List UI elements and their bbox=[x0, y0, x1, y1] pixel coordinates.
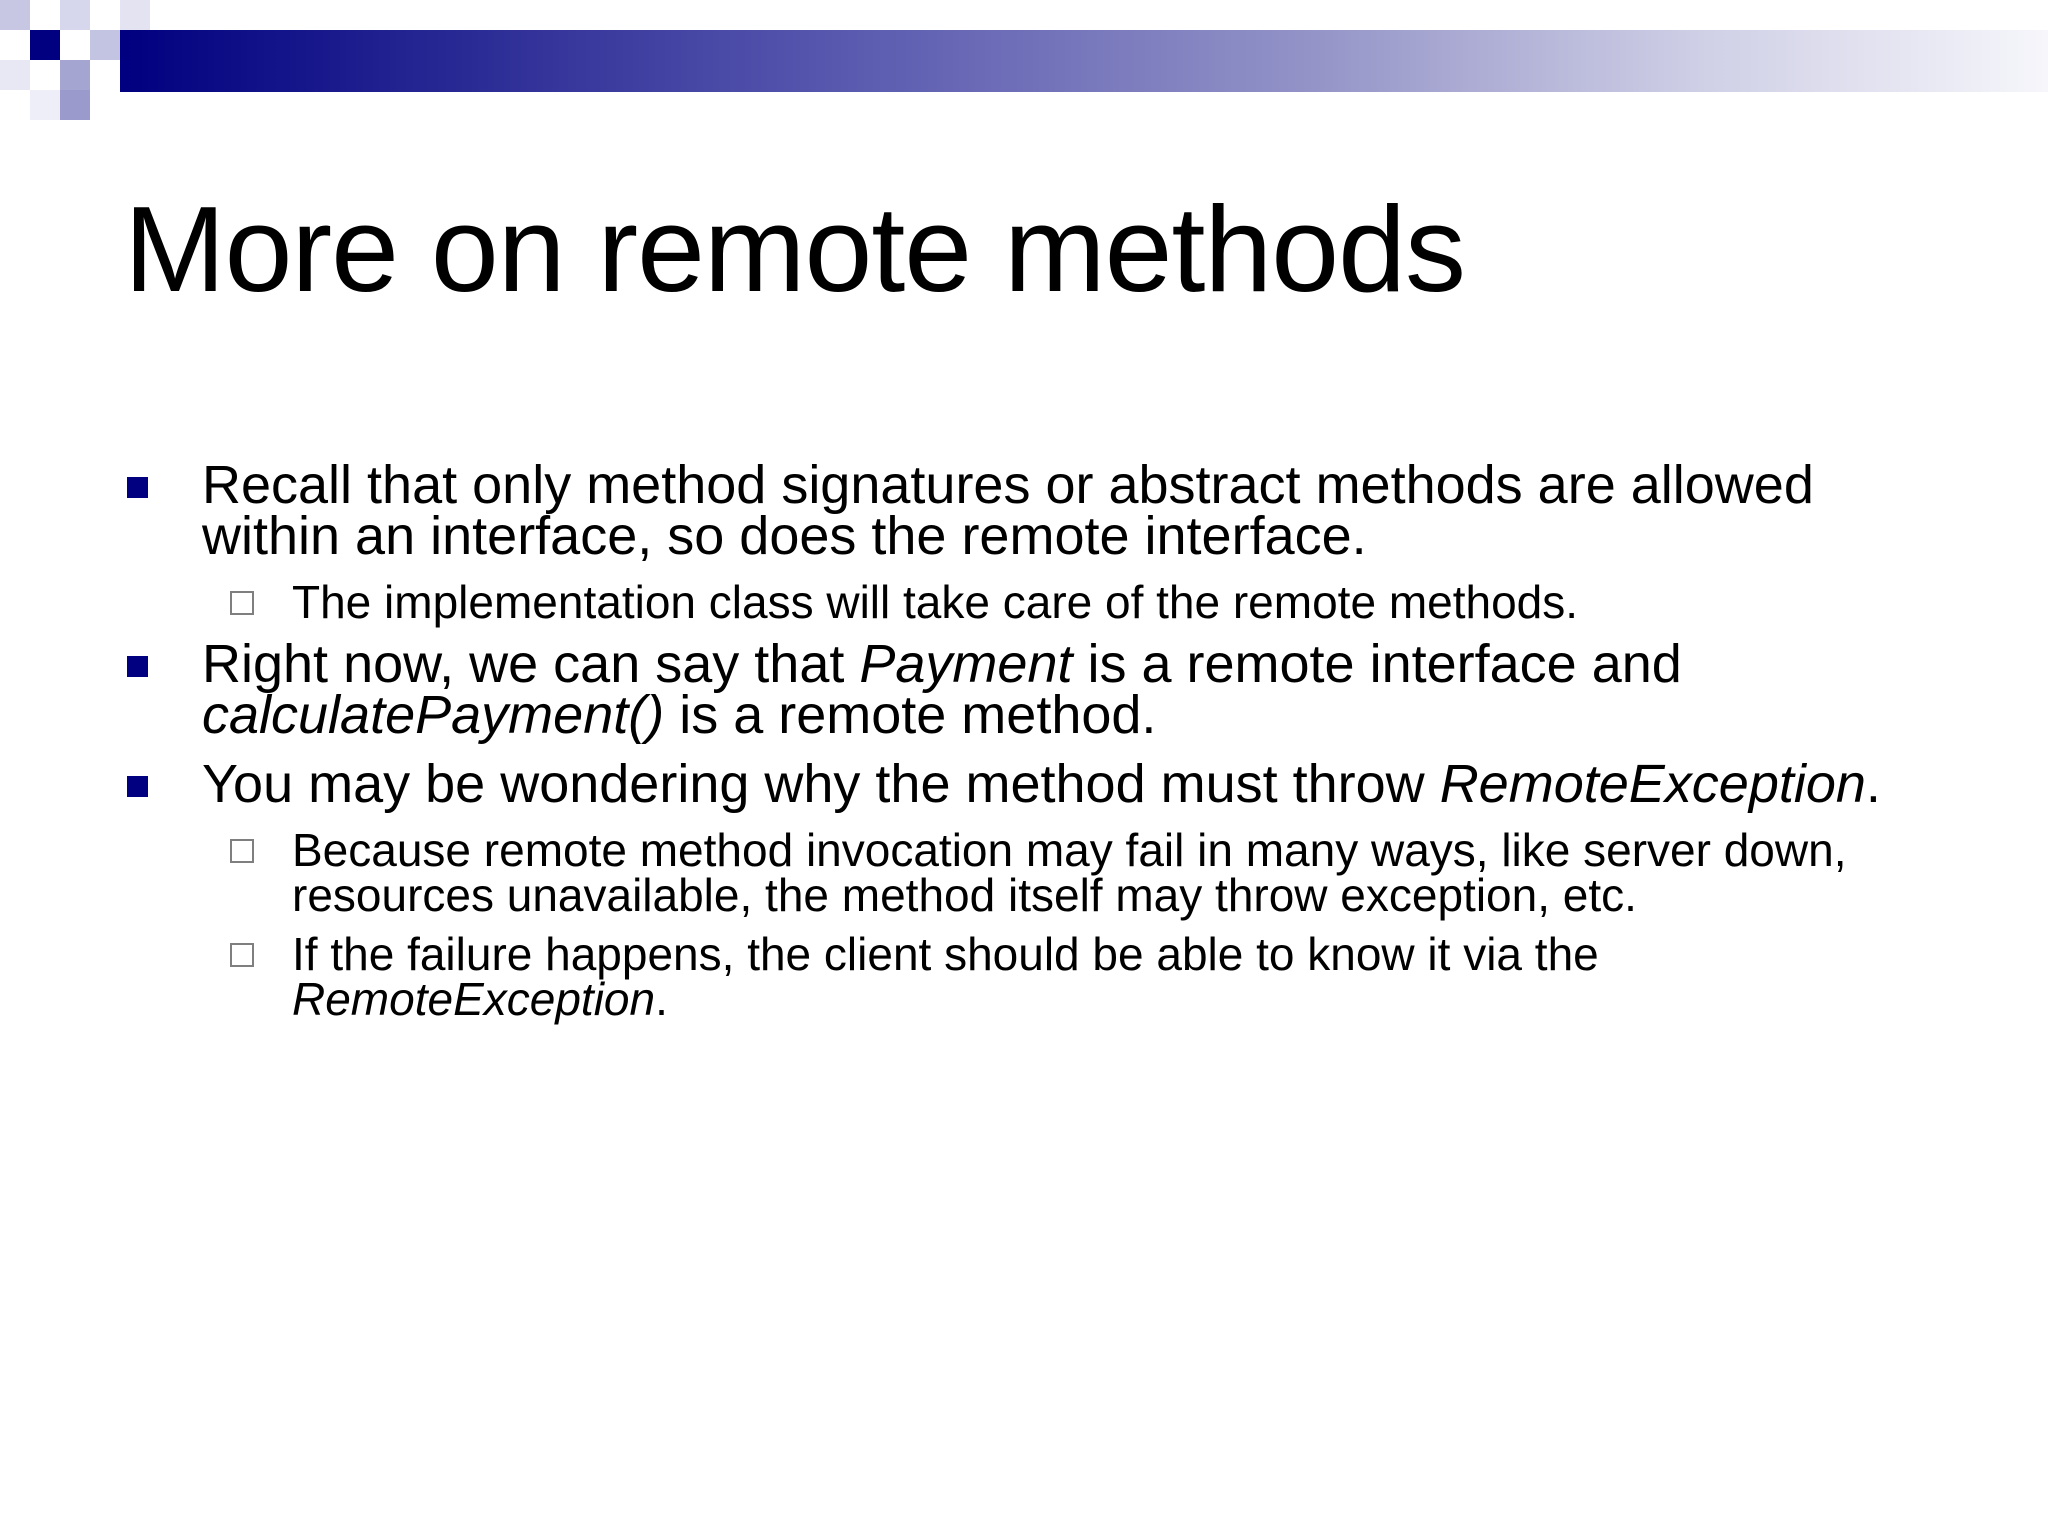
sub-bullet-item bbox=[124, 928, 1924, 1025]
hollow-square-bullet-icon bbox=[230, 591, 254, 615]
bullet-text: Recall that only method signatures or abstract methods are allowed within an interface, so does the remote interface. bbox=[202, 455, 1814, 566]
bullet-text-part: . bbox=[1865, 754, 1881, 814]
bullet-text-part: Right now, we can say that bbox=[202, 634, 860, 694]
header-gradient-bar bbox=[120, 30, 2048, 92]
decorative-square bbox=[90, 30, 120, 60]
sub-bullet-text-part: . bbox=[655, 973, 668, 1025]
hollow-square-bullet-icon bbox=[230, 943, 254, 967]
bullet-item bbox=[124, 634, 1924, 745]
bullet-item bbox=[124, 754, 1924, 814]
bullet-text-part: is a remote interface and bbox=[1072, 634, 1682, 694]
bullet-item bbox=[124, 455, 1924, 566]
decorative-square bbox=[30, 90, 60, 120]
sub-bullet-text-part: If the failure happens, the client should be able to know it via the bbox=[292, 928, 1599, 980]
bullet-list bbox=[124, 455, 1924, 1036]
bullet-text-part: is a remote method. bbox=[664, 685, 1157, 745]
bullet-text-part: You may be wondering why the method must throw bbox=[202, 754, 1440, 814]
decorative-square bbox=[30, 30, 60, 60]
decorative-square bbox=[0, 0, 30, 30]
decorative-square bbox=[60, 90, 90, 120]
slide-title: More on remote methods bbox=[124, 181, 1465, 317]
square-bullet-icon bbox=[127, 776, 148, 797]
sub-bullet-item bbox=[124, 576, 1924, 628]
bullet-text-italic: calculatePayment() bbox=[202, 685, 665, 745]
square-bullet-icon bbox=[127, 477, 148, 498]
decorative-square bbox=[0, 60, 30, 90]
sub-bullet-item bbox=[124, 824, 1924, 921]
decorative-square bbox=[60, 0, 90, 30]
sub-bullet-text-italic: RemoteException bbox=[292, 973, 656, 1025]
square-bullet-icon bbox=[127, 656, 148, 677]
sub-bullet-text: Because remote method invocation may fail in many ways, like server down, resources unavailable, the method itself may throw exception, etc. bbox=[292, 824, 1847, 921]
decorative-square bbox=[60, 60, 90, 90]
decorative-square bbox=[120, 0, 150, 30]
hollow-square-bullet-icon bbox=[230, 839, 254, 863]
bullet-text-italic: Payment bbox=[859, 634, 1073, 694]
bullet-text-italic: RemoteException bbox=[1439, 754, 1866, 814]
sub-bullet-text: The implementation class will take care of the remote methods. bbox=[292, 576, 1579, 628]
